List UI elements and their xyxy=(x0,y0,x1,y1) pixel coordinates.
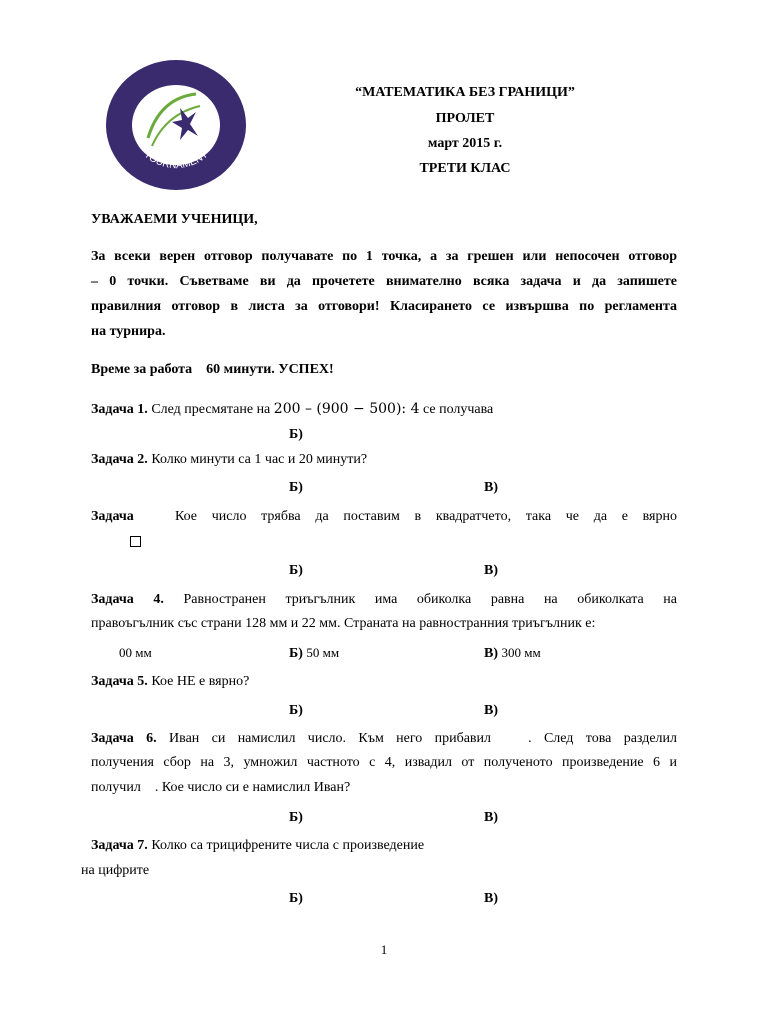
contest-date: март 2015 г. xyxy=(427,136,503,151)
problem-1-expression: 200 – (900 − 500): 4 xyxy=(273,401,420,417)
problem-7-label: Задача 7. xyxy=(91,838,148,853)
problem-2-option-c: В) xyxy=(484,480,498,495)
problem-4-line-2: правоъгълник със страни 128 мм и 22 мм. Страната на равностранния триъгълник е: xyxy=(91,616,596,631)
problem-7-option-b: Б) xyxy=(289,891,303,906)
intro-line-2: – 0 точки. Съветваме ви да прочетете внимателно всяка задача и да запишете xyxy=(91,274,677,289)
problem-3-text: Кое число трябва да поставим в квадратчето, така че да е вярно xyxy=(175,509,677,524)
problem-3-label: Задача xyxy=(91,509,134,524)
problem-4-option-c-label: В) xyxy=(484,646,498,661)
problem-4-option-b-text: 50 мм xyxy=(306,645,340,660)
problem-6-line-1 xyxy=(91,727,677,751)
problem-6-line-3: получил . Кое число си е намислил Иван? xyxy=(91,780,351,795)
time-note: Време за работа 60 минути. УСПЕХ! xyxy=(91,362,334,377)
problem-5-option-b: Б) xyxy=(289,703,303,718)
problem-4-option-c xyxy=(484,645,541,662)
intro-line-4: на турнира. xyxy=(91,324,166,339)
problem-2 xyxy=(91,448,677,472)
problem-5-label: Задача 5. xyxy=(91,674,148,689)
problem-4-option-b-label: Б) xyxy=(289,646,303,661)
problem-1-text-after: се получава xyxy=(422,402,494,417)
problem-2-label: Задача 2. xyxy=(91,452,148,467)
problem-4-line-1 xyxy=(91,588,677,612)
problem-1-label: Задача 1. xyxy=(91,402,148,417)
logo-inner xyxy=(132,85,220,165)
page-number: 1 xyxy=(380,942,388,957)
problem-4-option-a: 00 мм xyxy=(119,645,152,660)
problem-5 xyxy=(91,670,677,694)
problem-6-line-2: получения сбор на 3, умножил частното с 4, извадил от полученото произведение 6 и xyxy=(91,755,677,770)
problem-6-option-c: В) xyxy=(484,810,498,825)
problem-1-text-before: След пресмятане на xyxy=(151,402,271,417)
answer-square-icon xyxy=(130,536,141,552)
problem-6-option-b: Б) xyxy=(289,810,303,825)
problem-6-text-1: Иван си намислил число. Към него прибавил . След това разделил xyxy=(169,731,677,746)
contest-title: “МАТЕМАТИКА БЕЗ ГРАНИЦИ” xyxy=(355,85,575,100)
problem-7-option-c: В) xyxy=(484,891,498,906)
problem-4-text-1: Равностранен триъгълник има обиколка равна на обиколката на xyxy=(183,592,678,607)
contest-grade: ТРЕТИ КЛАС xyxy=(419,161,511,176)
problem-3-option-c: В) xyxy=(484,563,498,578)
problem-5-option-c: В) xyxy=(484,703,498,718)
problem-2-text: Колко минути са 1 час и 20 минути? xyxy=(151,452,368,467)
problem-2-option-b: Б) xyxy=(289,480,303,495)
problem-7-line-1 xyxy=(91,834,677,858)
problem-1 xyxy=(91,397,677,422)
intro-line-1: За всеки верен отговор получавате по 1 точка, а за грешен или непосочен отговор xyxy=(91,249,677,264)
problem-3-option-b: Б) xyxy=(289,563,303,578)
intro-line-3: правилния отговор в листа за отговори! Класирането се извършва по регламента xyxy=(91,299,677,314)
tournament-logo xyxy=(104,58,248,192)
problem-4-label: Задача 4. xyxy=(91,592,164,607)
greeting: УВАЖАЕМИ УЧЕНИЦИ, xyxy=(91,212,258,227)
logo-text-bottom: TOURNAMENT xyxy=(141,149,211,172)
problem-4-option-b xyxy=(289,645,339,662)
problem-7-text-1: Колко са трицифрените числа с произведение xyxy=(151,838,425,853)
contest-season: ПРОЛЕТ xyxy=(435,111,495,126)
problem-1-option-b: Б) xyxy=(289,427,303,442)
problem-7-line-2: на цифрите xyxy=(81,863,150,878)
problem-3 xyxy=(91,505,677,529)
problem-5-text: Кое НЕ е вярно? xyxy=(151,674,250,689)
logo-text-top xyxy=(104,58,248,61)
problem-6-label: Задача 6. xyxy=(91,731,157,746)
problem-4-option-c-text: 300 мм xyxy=(501,645,541,660)
